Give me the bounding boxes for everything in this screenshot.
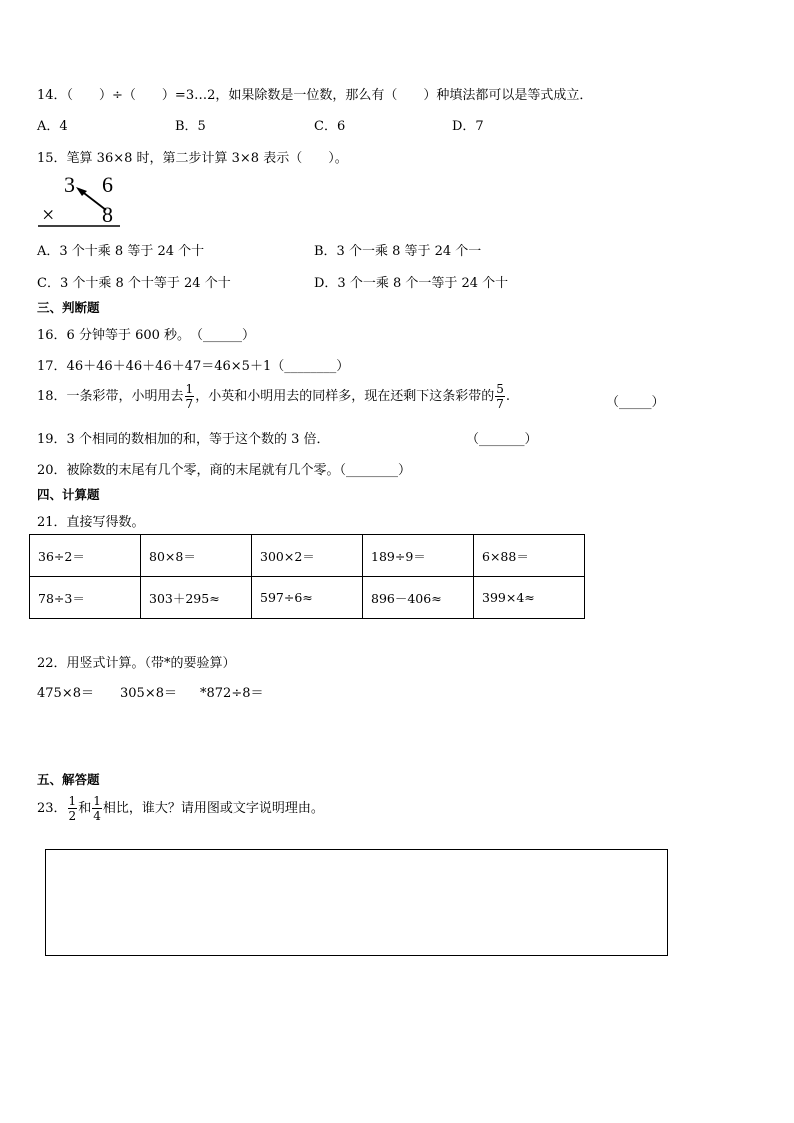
q18-part2: ，小英和小明用去的同样多，现在还剩下这条彩带的 bbox=[195, 389, 495, 404]
section-title-solve: 五、解答题 bbox=[37, 772, 100, 787]
q23-frac2-den: 4 bbox=[93, 809, 101, 823]
q14-option-d: D．7 bbox=[452, 119, 484, 134]
table-cell: 896－406≈ bbox=[363, 577, 474, 619]
table-cell: 6×88＝ bbox=[474, 535, 585, 577]
q23-fraction-2 bbox=[92, 795, 102, 822]
table-cell: 300×2＝ bbox=[252, 535, 363, 577]
table-cell: 597÷6≈ bbox=[252, 577, 363, 619]
q15-stem: 15．笔算 36×8 时，第二步计算 3×8 表示（ ）。 bbox=[37, 151, 348, 166]
q18-frac1-num: 1 bbox=[185, 382, 194, 396]
q15-option-a: A．3 个十乘 8 等于 24 个十 bbox=[37, 244, 205, 259]
q15-option-b: B．3 个一乘 8 等于 24 个一 bbox=[314, 244, 482, 259]
table-cell: 80×8＝ bbox=[141, 535, 252, 577]
table-cell: 303＋295≈ bbox=[141, 577, 252, 619]
q23-line bbox=[37, 795, 324, 822]
q16-text: 16．6 分钟等于 600 秒。 （______） bbox=[37, 328, 256, 343]
q19-blank: （_______） bbox=[466, 432, 538, 447]
q18-frac2-num: 5 bbox=[496, 382, 504, 396]
q21-calc-table bbox=[29, 534, 585, 619]
q18-part1: 18．一条彩带，小明用去 bbox=[37, 389, 184, 404]
q23-fraction-1 bbox=[68, 795, 78, 822]
q22-item-3: *872÷8＝ bbox=[200, 686, 264, 701]
q14-stem: 14．（ ）÷（ ）=3…2，如果除数是一位数，那么有（ ）种填法都可以是等式成立． bbox=[37, 88, 593, 103]
table-row bbox=[30, 577, 585, 619]
figure-bottom-digit: 8 bbox=[102, 202, 113, 227]
q18-part3: . bbox=[505, 389, 510, 404]
vertical-multiplication-figure bbox=[36, 170, 126, 230]
q20-text: 20．被除数的末尾有几个零，商的末尾就有几个零。（________） bbox=[37, 463, 412, 478]
section-title-judgement: 三、判断题 bbox=[37, 300, 100, 315]
q23-frac2-num: 1 bbox=[93, 794, 101, 808]
q22-stem: 22．用竖式计算。（带*的要验算） bbox=[37, 656, 236, 671]
q22-item-2: 305×8＝ bbox=[120, 686, 177, 701]
table-row bbox=[30, 535, 585, 577]
q19-text: 19．3 个相同的数相加的和，等于这个数的 3 倍． bbox=[37, 432, 330, 447]
q22-item-1: 475×8＝ bbox=[37, 686, 94, 701]
q23-mid: 和 bbox=[78, 801, 92, 816]
q18-frac2-den: 7 bbox=[496, 397, 504, 411]
q17-text: 17．46＋46＋46＋46＋47＝46×5＋1（________） bbox=[37, 359, 350, 374]
q14-option-b: B．5 bbox=[175, 119, 206, 134]
q23-frac1-num: 1 bbox=[68, 794, 77, 808]
q18-blank: （_____） bbox=[606, 395, 665, 410]
table-cell: 399×4≈ bbox=[474, 577, 585, 619]
q21-stem: 21．直接写得数。 bbox=[37, 515, 145, 530]
q14-option-c: C．6 bbox=[314, 119, 346, 134]
section-title-calculation: 四、计算题 bbox=[37, 487, 100, 502]
q23-prefix: 23． bbox=[37, 801, 67, 816]
figure-top-ones-digit: 6 bbox=[102, 172, 113, 197]
q15-option-c: C．3 个十乘 8 个十等于 24 个十 bbox=[37, 276, 231, 291]
q18-frac1-den: 7 bbox=[185, 397, 194, 411]
q18-fraction-1 bbox=[185, 383, 195, 410]
figure-operator: × bbox=[42, 202, 55, 227]
q15-option-d: D．3 个一乘 8 个一等于 24 个十 bbox=[314, 276, 509, 291]
figure-top-tens-digit: 3 bbox=[64, 172, 75, 197]
table-cell: 189÷9＝ bbox=[363, 535, 474, 577]
q23-frac1-den: 2 bbox=[68, 809, 77, 823]
q23-answer-box[interactable] bbox=[45, 849, 668, 956]
q18-fraction-2 bbox=[495, 383, 505, 410]
table-cell: 78÷3＝ bbox=[30, 577, 141, 619]
q18-line bbox=[37, 383, 510, 410]
q14-option-a: A．4 bbox=[37, 119, 68, 134]
q23-suffix: 相比，谁大？请用图或文字说明理由。 bbox=[102, 801, 324, 816]
table-cell: 36÷2＝ bbox=[30, 535, 141, 577]
